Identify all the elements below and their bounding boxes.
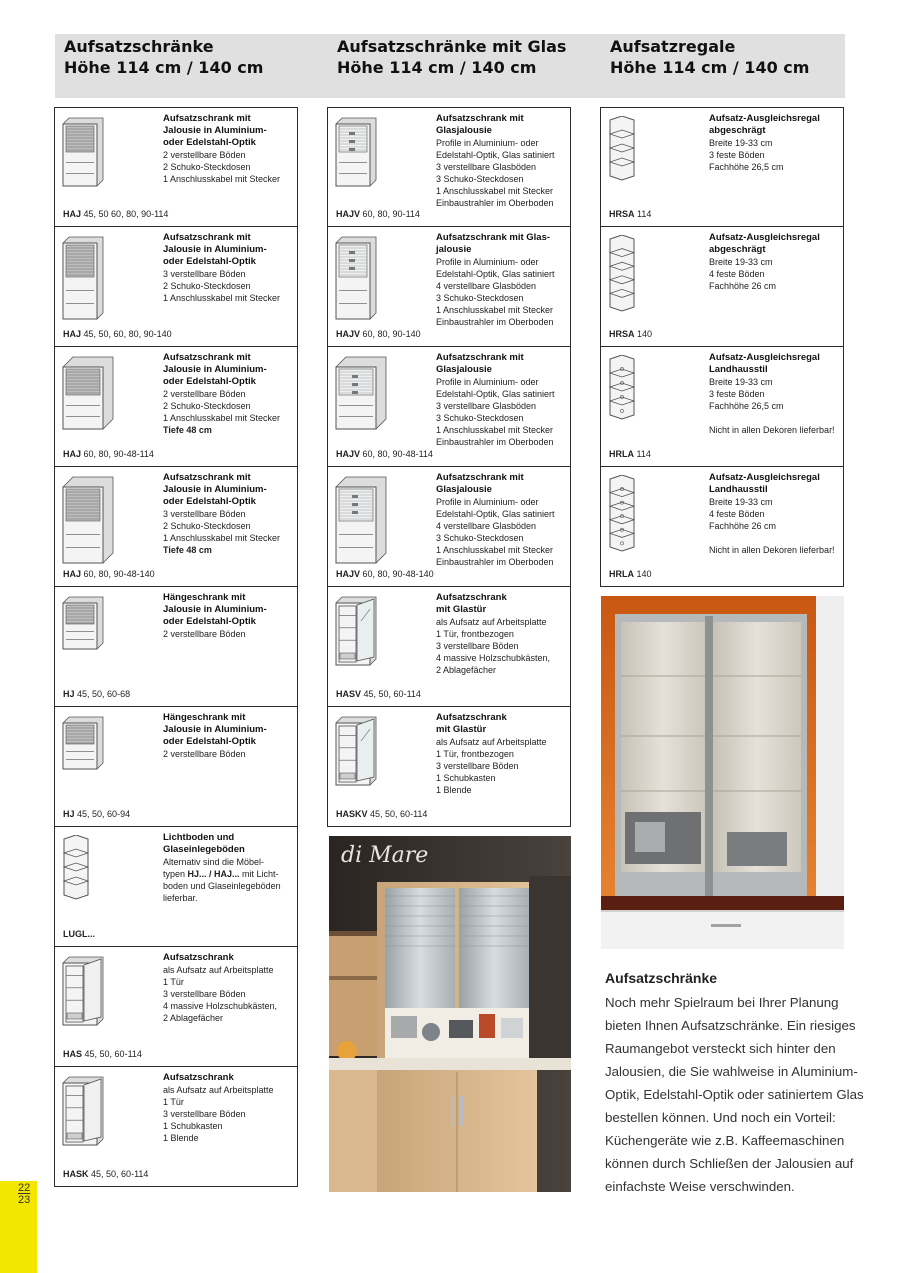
product-description [163, 952, 293, 1024]
kitchen-photo-illustration [329, 836, 571, 1192]
product-card [327, 347, 571, 467]
product-spec-line: Fachhöhe 26 cm [709, 521, 777, 531]
header-col-3 [610, 36, 809, 78]
product-description [163, 352, 293, 436]
product-title: Aufsatzschrank mit Jalousie in Aluminium- oder Edelstahl-Optik [163, 232, 267, 267]
product-code [609, 209, 651, 220]
product-model: HAJV [336, 329, 361, 339]
product-spec-line: 4 massive Holzschubkästen, [163, 1001, 278, 1011]
product-model: HAJV [336, 449, 361, 459]
product-description [163, 832, 293, 904]
product-description [436, 472, 566, 568]
product-card [327, 107, 571, 227]
product-depth-line: Tiefe 48 cm [163, 425, 212, 435]
product-description [163, 232, 293, 304]
product-description [709, 352, 839, 436]
page-number-left: 22 [18, 1182, 31, 1194]
product-spec-line: Edelstahl-Optik, Glas satiniert [436, 269, 555, 279]
product-title: Aufsatzschrank mit Jalousie in Aluminium- oder Edelstahl-Optik [163, 472, 267, 507]
product-title: Hängeschrank mit Jalousie in Aluminium- oder Edelstahl-Optik [163, 712, 267, 747]
product-card [600, 467, 844, 587]
product-spec-line: 1 Anschlusskabel mit Stecker [163, 533, 281, 543]
product-depth-line: Tiefe 48 cm [163, 545, 212, 555]
product-title: Aufsatzschrank mit Glasjalousie [436, 472, 524, 495]
product-spec-line: 2 verstellbare Böden [163, 749, 246, 759]
product-spec-line: 2 verstellbare Böden [163, 150, 246, 160]
product-title: Aufsatz-Ausgleichsregal abgeschrägt [709, 113, 820, 136]
product-spec-line: Profile in Aluminium- oder [436, 138, 539, 148]
product-spec-line: 3 Schuko-Steckdosen [436, 174, 524, 184]
product-spec-line: Breite 19-33 cm [709, 497, 773, 507]
product-code [609, 329, 652, 340]
product-code [336, 209, 420, 220]
product-sizes: 60, 80, 90-114 [362, 209, 420, 219]
product-card [54, 587, 298, 707]
info-line: Raumangebot versteckt sich hinter den [605, 1041, 836, 1056]
product-spec-line: Alternativ sind die Möbel- [163, 857, 265, 867]
product-spec-line: Breite 19-33 cm [709, 138, 773, 148]
product-description [436, 712, 566, 796]
product-spec-line: Einbaustrahler im Oberboden [436, 317, 554, 327]
product-model: HJ [63, 689, 75, 699]
product-title: Aufsatz-Ausgleichsregal Landhausstil [709, 472, 820, 495]
kitchen-photo-glass-cabinet [601, 596, 844, 949]
product-spec-line: 1 Anschlusskabel mit Stecker [163, 413, 281, 423]
wall-shutter-cabinet-icon [61, 715, 105, 776]
product-spec-line: 4 feste Böden [709, 269, 765, 279]
product-sizes: 140 [637, 329, 653, 339]
product-spec-line: 3 Schuko-Steckdosen [436, 293, 524, 303]
kitchen-photo-illustration [601, 596, 844, 949]
product-spec-line: 4 feste Böden [709, 509, 765, 519]
product-spec-line: 1 Schubkasten [436, 773, 496, 783]
wall-lettering: di Mare [341, 843, 429, 868]
product-description [709, 113, 839, 173]
product-card [54, 107, 298, 227]
product-spec-line: 3 verstellbare Böden [163, 1109, 246, 1119]
product-code [63, 929, 95, 940]
product-spec-line: als Aufsatz auf Arbeitsplatte [436, 617, 547, 627]
product-spec-line: 1 Anschlusskabel mit Stecker [436, 186, 554, 196]
product-spec-line: 1 Tür [163, 1097, 184, 1107]
product-description [436, 113, 566, 209]
product-model: HASK [63, 1169, 89, 1179]
product-sizes: 60, 80, 90-48-140 [83, 569, 155, 579]
deep-tall-shutter-cabinet-icon [61, 475, 115, 570]
product-model: HJ [63, 809, 75, 819]
header-subtitle: Höhe 114 cm / 140 cm [610, 58, 810, 77]
product-spec-line: 3 feste Böden [709, 389, 765, 399]
product-card [327, 587, 571, 707]
glass-shutter-cabinet-icon [334, 116, 378, 193]
product-spec-line: 1 Anschlusskabel mit Stecker [436, 425, 554, 435]
tall-shutter-cabinet-icon [61, 235, 105, 326]
info-line: Noch mehr Spielraum bei Ihrer Planung [605, 995, 839, 1010]
product-sizes: 45, 50, 60-114 [84, 1049, 142, 1059]
product-spec-line: 2 Ablagefächer [163, 1013, 224, 1023]
product-model: HAJ [63, 209, 82, 219]
product-model: HAJ [63, 329, 82, 339]
product-code [63, 689, 130, 700]
light-shelf-cabinet-icon [61, 835, 91, 906]
product-spec-line: als Aufsatz auf Arbeitsplatte [436, 737, 547, 747]
product-code [336, 569, 434, 580]
product-availability-note: Nicht in allen Dekoren lieferbar! [709, 425, 835, 435]
tall-angled-shelf-icon [607, 235, 637, 318]
product-spec-line: 3 verstellbare Böden [436, 641, 519, 651]
product-sizes: 60, 80, 90-140 [362, 329, 421, 339]
product-sizes: 45, 50, 60-94 [77, 809, 131, 819]
angled-shelf-icon [607, 116, 637, 187]
info-line: Jalousien, die Sie wahlweise in Aluminium- [605, 1064, 858, 1079]
product-spec-line: Edelstahl-Optik, Glas satiniert [436, 150, 555, 160]
product-code [336, 329, 421, 340]
product-model: HAJV [336, 209, 361, 219]
product-column-glass-cabinets [327, 107, 571, 827]
product-availability-note: Nicht in allen Dekoren lieferbar! [709, 545, 835, 555]
product-card [54, 827, 298, 947]
product-spec-line: 3 verstellbare Böden [163, 509, 246, 519]
product-card [327, 707, 571, 827]
product-spec-line: 1 Tür, frontbezogen [436, 749, 514, 759]
info-line: bieten Ihnen Aufsatzschränke. Ein riesiges [605, 1018, 856, 1033]
info-line: einfachste Weise verschwinden. [605, 1179, 795, 1194]
product-card [54, 467, 298, 587]
product-spec-line: Fachhöhe 26,5 cm [709, 162, 784, 172]
product-description [163, 712, 293, 760]
product-code [336, 449, 433, 460]
product-spec-line: 3 Schuko-Steckdosen [436, 413, 524, 423]
typen-codes: HJ... / HAJ... [187, 869, 240, 879]
product-spec-line: 3 verstellbare Glasböden [436, 401, 537, 411]
product-code [63, 329, 172, 340]
product-spec-line: 2 Schuko-Steckdosen [163, 521, 251, 531]
product-code [63, 1049, 142, 1060]
tall-country-shelf-icon [607, 475, 637, 558]
product-spec-line: 1 Anschlusskabel mit Stecker [436, 545, 554, 555]
typen-prefix: typen [163, 869, 188, 879]
product-card [600, 227, 844, 347]
product-spec-line: 4 verstellbare Glasböden [436, 521, 537, 531]
page-number-right: 23 [18, 1194, 31, 1206]
product-model: HRSA [609, 209, 635, 219]
product-code [609, 449, 651, 460]
product-sizes: 45, 50, 60-114 [91, 1169, 149, 1179]
product-column-cabinets [54, 107, 298, 1187]
product-sizes: 45, 50, 60-68 [77, 689, 131, 699]
deep-tall-glass-shutter-cabinet-icon [334, 475, 388, 570]
product-model: HRLA [609, 569, 634, 579]
product-spec-line: 3 feste Böden [709, 150, 765, 160]
info-line: Optik, Edelstahl-Optik oder satiniertem Glas [605, 1087, 864, 1102]
product-title: Aufsatzschrank [163, 952, 234, 963]
glass-door-cabinet-drawer-icon [334, 715, 378, 792]
product-spec-line: 4 verstellbare Glasböden [436, 281, 537, 291]
product-title: Aufsatzschrank [163, 1072, 234, 1083]
product-title: Aufsatzschrank mit Glas- jalousie [436, 232, 551, 255]
product-model: HAS [63, 1049, 83, 1059]
product-spec-line: 2 Schuko-Steckdosen [163, 162, 251, 172]
header-band [55, 34, 845, 98]
product-sizes: 45, 50, 60-114 [363, 689, 421, 699]
product-description [436, 232, 566, 328]
product-code [609, 569, 652, 580]
shutter-cabinet-icon [61, 116, 105, 193]
product-spec-line: Edelstahl-Optik, Glas satiniert [436, 389, 555, 399]
product-card [54, 227, 298, 347]
deep-shutter-cabinet-icon [61, 355, 115, 436]
product-sizes: 114 [636, 449, 651, 459]
product-spec-line: 1 Tür [163, 977, 184, 987]
product-spec-line: 1 Schubkasten [163, 1121, 223, 1131]
info-line: Küchengeräte wie z.B. Kaffeemaschinen [605, 1133, 845, 1148]
product-column-shelves [600, 107, 844, 587]
product-title: Aufsatz-Ausgleichsregal Landhausstil [709, 352, 820, 375]
info-paragraph [605, 991, 864, 1198]
product-model: HASKV [336, 809, 368, 819]
product-sizes: 60, 80, 90-48-114 [362, 449, 433, 459]
product-model: HRSA [609, 329, 635, 339]
product-code [336, 809, 427, 820]
product-spec-line: 2 verstellbare Böden [163, 389, 246, 399]
product-spec-line: Einbaustrahler im Oberboden [436, 557, 554, 567]
product-spec-line: Profile in Aluminium- oder [436, 377, 539, 387]
product-sizes: 45, 50, 60, 80, 90-140 [83, 329, 172, 339]
kitchen-photo-shutter-cabinet [329, 836, 571, 1192]
typen-suffix: mit Licht- [239, 869, 279, 879]
product-spec-line: 2 Schuko-Steckdosen [163, 401, 251, 411]
product-spec-line: 2 verstellbare Böden [163, 629, 246, 639]
product-card [327, 227, 571, 347]
product-card [600, 347, 844, 467]
product-card [54, 347, 298, 467]
product-spec-line: 3 verstellbare Glasböden [436, 162, 537, 172]
product-description [709, 232, 839, 292]
product-description [436, 592, 566, 676]
product-spec-line: als Aufsatz auf Arbeitsplatte [163, 965, 274, 975]
door-cabinet-drawers-icon [61, 955, 105, 1032]
header-col-2 [337, 36, 566, 78]
product-card [54, 947, 298, 1067]
product-spec-line: 1 Anschlusskabel mit Stecker [163, 293, 281, 303]
product-spec-line: Einbaustrahler im Oberboden [436, 437, 554, 447]
product-title: Aufsatzschrank mit Jalousie in Aluminium- oder Edelstahl-Optik [163, 352, 267, 387]
product-description [163, 472, 293, 556]
product-model: LUGL... [63, 929, 95, 939]
product-spec-line: 1 Blende [436, 785, 472, 795]
wall-shutter-cabinet-icon [61, 595, 105, 656]
product-card [600, 107, 844, 227]
product-model: HAJ [63, 449, 82, 459]
product-title: Aufsatzschrank mit Jalousie in Aluminium- oder Edelstahl-Optik [163, 113, 267, 148]
product-title: Aufsatzschrank mit Glasjalousie [436, 352, 524, 375]
product-spec-line: 1 Tür, frontbezogen [436, 629, 514, 639]
product-spec-line: 2 Ablagefächer [436, 665, 497, 675]
product-card [54, 1067, 298, 1187]
product-sizes: 114 [637, 209, 652, 219]
product-spec-line: boden und Glaseinlegeböden [163, 881, 281, 891]
product-title: Aufsatzschrank mit Glasjalousie [436, 113, 524, 136]
product-spec-line: Breite 19-33 cm [709, 257, 773, 267]
country-shelf-icon [607, 355, 637, 426]
product-sizes: 45, 50, 60-114 [370, 809, 428, 819]
product-title: Hängeschrank mit Jalousie in Aluminium- oder Edelstahl-Optik [163, 592, 267, 627]
product-description [163, 1072, 293, 1144]
header-col-1 [64, 36, 263, 78]
product-spec-line: 1 Blende [163, 1133, 199, 1143]
product-code [63, 569, 155, 580]
product-sizes: 60, 80, 90-48-114 [83, 449, 154, 459]
header-title: Aufsatzschränke [64, 37, 214, 56]
product-spec-line: Breite 19-33 cm [709, 377, 773, 387]
product-spec-line: 3 verstellbare Böden [436, 761, 519, 771]
header-title: Aufsatzregale [610, 37, 736, 56]
product-title: Aufsatzschrank mit Glastür [436, 592, 507, 615]
product-spec-line: Profile in Aluminium- oder [436, 497, 539, 507]
product-spec-line: 1 Anschlusskabel mit Stecker [436, 305, 554, 315]
product-card [327, 467, 571, 587]
deep-glass-shutter-cabinet-icon [334, 355, 388, 436]
product-spec-line: 4 massive Holzschubkästen, [436, 653, 551, 663]
product-spec-line: als Aufsatz auf Arbeitsplatte [163, 1085, 274, 1095]
product-sizes: 60, 80, 90-48-140 [362, 569, 434, 579]
info-title: Aufsatzschränke [605, 970, 718, 986]
product-model: HAJ [63, 569, 82, 579]
header-title: Aufsatzschränke mit Glas [337, 37, 567, 56]
product-code [336, 689, 421, 700]
product-code [63, 1169, 148, 1180]
product-spec-line: 2 Schuko-Steckdosen [163, 281, 251, 291]
product-spec-line: lieferbar. [163, 893, 198, 903]
page-numbers [18, 1182, 30, 1206]
product-model: HAJV [336, 569, 361, 579]
product-spec-line: Fachhöhe 26,5 cm [709, 401, 784, 411]
info-line: können durch Schließen der Jalousien auf [605, 1156, 854, 1171]
product-spec-line: 3 Schuko-Steckdosen [436, 533, 524, 543]
product-title: Lichtboden und Glaseinlegeböden [163, 832, 245, 855]
product-spec-line [163, 868, 293, 880]
product-title: Aufsatzschrank mit Glastür [436, 712, 507, 735]
tall-glass-shutter-cabinet-icon [334, 235, 378, 326]
product-description [436, 352, 566, 448]
product-description [163, 592, 293, 640]
product-spec-line: Einbaustrahler im Oberboden [436, 198, 554, 208]
glass-door-cabinet-drawers-icon [334, 595, 378, 672]
header-subtitle: Höhe 114 cm / 140 cm [337, 58, 537, 77]
product-title: Aufsatz-Ausgleichsregal abgeschrägt [709, 232, 820, 255]
product-description [163, 113, 293, 185]
product-code [63, 449, 154, 460]
product-spec-line: Fachhöhe 26 cm [709, 281, 777, 291]
product-code [63, 809, 130, 820]
product-spec-line: 3 verstellbare Böden [163, 269, 246, 279]
product-sizes: 140 [636, 569, 652, 579]
product-model: HRLA [609, 449, 634, 459]
door-cabinet-drawer-icon [61, 1075, 105, 1152]
product-spec-line: Edelstahl-Optik, Glas satiniert [436, 509, 555, 519]
product-spec-line: 1 Anschlusskabel mit Stecker [163, 174, 281, 184]
header-subtitle: Höhe 114 cm / 140 cm [64, 58, 264, 77]
product-spec-line: 3 verstellbare Böden [163, 989, 246, 999]
product-code [63, 209, 168, 220]
product-sizes: 45, 50 60, 80, 90-114 [83, 209, 169, 219]
product-spec-line: Profile in Aluminium- oder [436, 257, 539, 267]
product-description [709, 472, 839, 556]
product-model: HASV [336, 689, 362, 699]
product-card [54, 707, 298, 827]
info-line: bestellen können. Und noch ein Vorteil: [605, 1110, 836, 1125]
